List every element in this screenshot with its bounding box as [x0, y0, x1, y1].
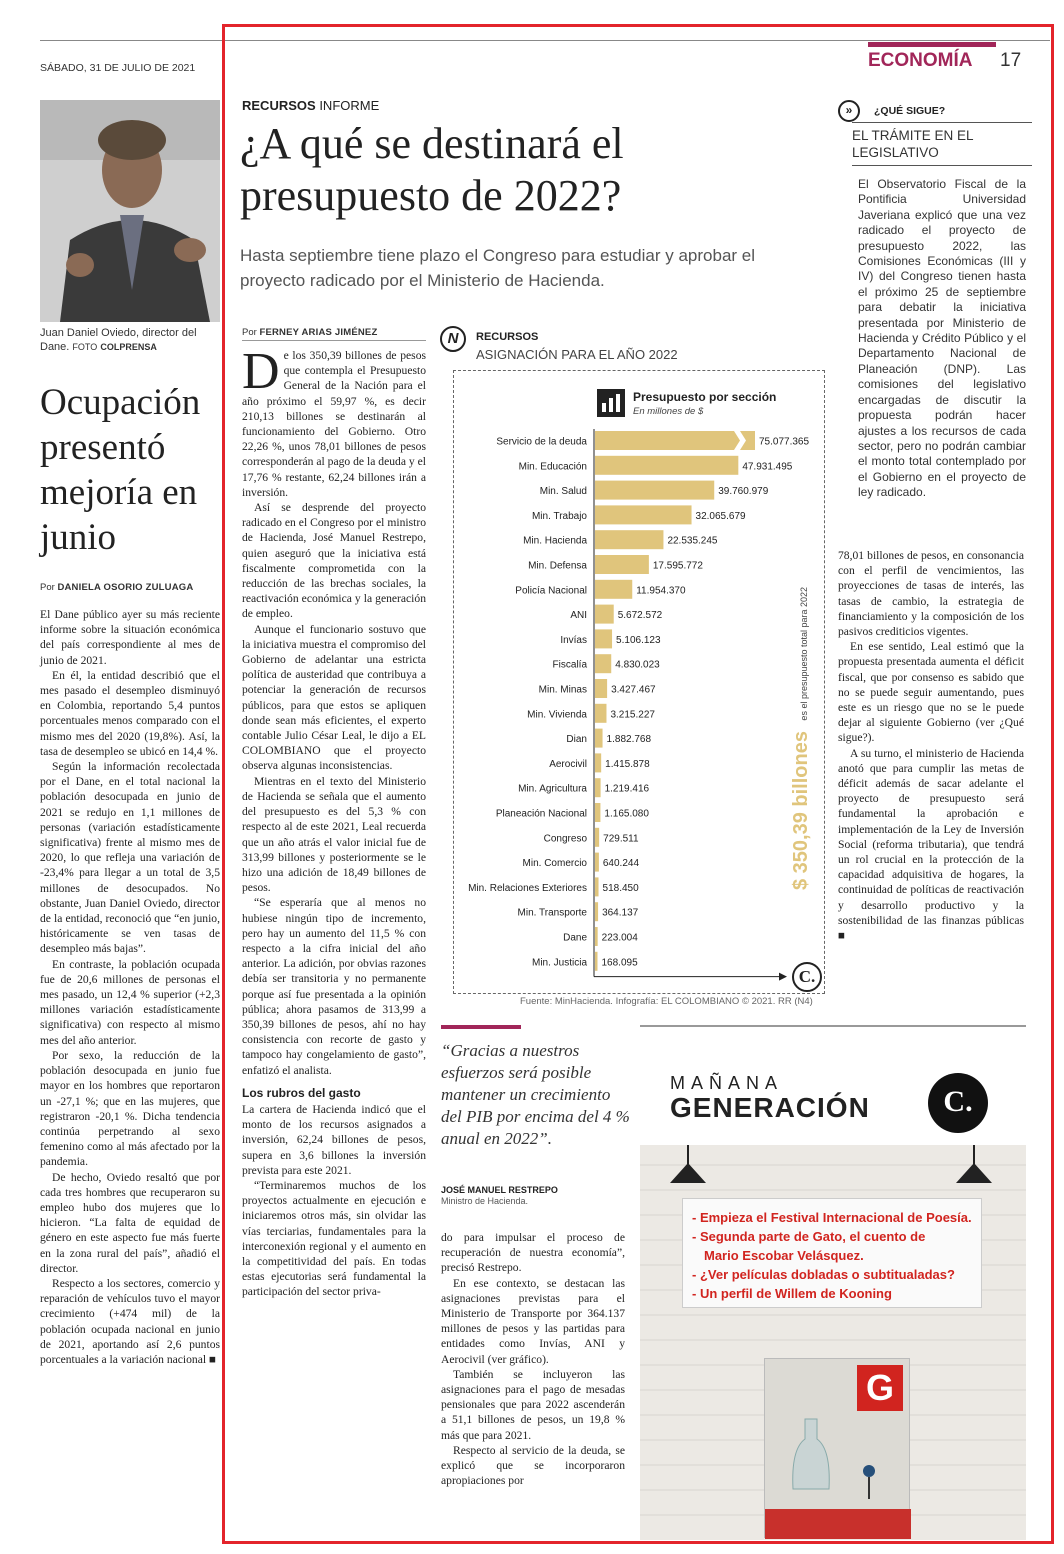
chart-category-label: Min. Agricultura: [518, 783, 587, 795]
caption-text: Juan Daniel Oviedo, director del Dane.: [40, 327, 197, 353]
chart-category-label: Min. Justicia: [531, 957, 587, 969]
chart-category-label: Policía Nacional: [515, 585, 587, 597]
main-article-title: ¿A qué se destinará el presupuesto de 2022?: [240, 119, 624, 220]
paragraph: En contraste, la población ocupada fue de 20,6 millones de personas el mes pasado, un 12,4 % superior (+2,3 millones variación estadísticamente significativa) con respecto al mismo mes del año anterior.: [40, 957, 220, 1047]
kicker-light: INFORME: [319, 98, 380, 113]
paragraph: Por sexo, la reducción de la población desocupada en junio fue mayor en los hombres que reportaron un -27,1 %; que en las mujeres, que registraron -20,1 %. Dicha tendencia continúa perpetrando al sexo femenino como al más afectado por la pandemia.: [40, 1048, 220, 1169]
chart-category-label: Congreso: [543, 833, 587, 845]
chart-category-label: ANI: [570, 610, 587, 622]
chart-category-label: Min. Educación: [518, 461, 587, 473]
chart-value-label: 1.882.768: [606, 734, 652, 746]
ad-headline: - ¿Ver películas dobladas o subtitualadas?: [692, 1267, 955, 1282]
paragraph: A su turno, el ministerio de Hacienda anotó que para cumplir las metas de déficit además de sacar adelante el proyecto de presupuesto será fundamental la aprobación e implementación de la Ley de Inversión Social (reforma tributaria), que tendrá un rol crucial en la protección de la capacidad adquisitiva de hogares, la continuidad de políticas de reactivación y desarrollo productivo y la sostenibilidad de las finanzas públicas ■: [838, 746, 1024, 943]
total-small: es el presupuesto total para 2022: [799, 586, 809, 721]
infographic-kicker: RECURSOS: [476, 331, 539, 343]
chart-value-label: 22.535.245: [667, 535, 718, 547]
chart-category-label: Min. Trabajo: [531, 510, 587, 522]
paragraph: En ese sentido, Leal estimó que la propuesta presentada aumenta el déficit fiscal, que por consenso es sabido que no se puede seguir aumentando, pues este es un riesgo que no se le puede dejar al siguiente Gobierno (ver ¿Qué sigue?).: [838, 640, 1024, 745]
byline-author: FERNEY ARIAS JIMÉNEZ: [259, 327, 378, 338]
paragraph: do para impulsar el proceso de recuperación de nuestra economía”, precisó Restrepo.: [441, 1231, 625, 1275]
el-colombiano-logo: C.: [792, 962, 822, 992]
chart-category-label: Aerocivil: [549, 758, 587, 770]
kicker-bold: RECURSOS: [242, 98, 316, 113]
paragraph: El Dane público ayer su más reciente informe sobre la situación económica del país correspondiente al mes de junio de 2021.: [40, 608, 220, 667]
paragraph: También se incluyeron las asignaciones para el pago de mesadas pensionales que para 2022 ascenderán a 51,1 billones de pesos, un 19,8 % más que para 2021.: [441, 1367, 625, 1442]
chart-category-label: Fiscalía: [552, 659, 587, 671]
photo-caption: [40, 326, 220, 354]
chart-value-label: 1.219.416: [604, 783, 650, 795]
chart-value-label: 223.004: [601, 932, 638, 944]
caption-credit: COLPRENSA: [100, 342, 157, 352]
dropcap: D: [242, 343, 280, 400]
chart-category-label: Min. Relaciones Exteriores: [468, 882, 587, 894]
chart-title: Presupuesto por sección: [633, 390, 777, 404]
highlight-frame: [222, 24, 1054, 1544]
ad-headline: - Segunda parte de Gato, el cuento de: [692, 1229, 926, 1244]
total-big: $ 350,39 billones: [790, 731, 812, 890]
chart-category-label: Min. Transporte: [517, 907, 587, 919]
infographic-header: ASIGNACIÓN PARA EL AÑO 2022: [476, 347, 678, 362]
quote-role: Ministro de Hacienda.: [441, 1196, 529, 1206]
section-name: ECONOMÍA: [868, 50, 973, 71]
chart-category-label: Min. Defensa: [528, 560, 587, 572]
byline-prefix: Por: [242, 327, 257, 338]
chart-value-label: 32.065.679: [695, 510, 746, 522]
caption-credit-prefix: FOTO: [72, 342, 98, 352]
byline-prefix: Por: [40, 582, 55, 593]
page-date: SÁBADO, 31 DE JULIO DE 2021: [40, 62, 196, 74]
paragraph: 78,01 billones de pesos, en consonancia con el perfil de vencimientos, las proyecciones de tasas de interés, las tasas de cambio, la estrategia de financiamiento y la composición de los pasivos crediticios vigentes.: [838, 549, 1024, 639]
chart-category-label: Servicio de la deuda: [496, 436, 587, 448]
pull-quote: “Gracias a nuestros esfuerzos será posible mantener un crecimiento del PIB por encima del 4 % anual en 2022”.: [441, 1041, 630, 1148]
paragraph: En ese contexto, se destacan las asignaciones previstas para el Ministerio de Transporte por 364.137 millones de pesos y las partidas para entidades como Invías, ANI y Aerocivil (ver gráfico).: [441, 1276, 625, 1366]
chart-value-label: 3.427.467: [611, 684, 656, 696]
chart-value-label: 168.095: [601, 957, 638, 969]
sidebar-title: EL TRÁMITE EN EL LEGISLATIVO: [852, 128, 974, 160]
ad-headline: - Empieza el Festival Internacional de Poesía.: [692, 1210, 972, 1225]
chart-value-label: 5.672.572: [617, 610, 663, 622]
main-article-subtitle: Hasta septiembre tiene plazo el Congreso para estudiar y aprobar el proyecto radicado por el Ministerio de Hacienda.: [240, 246, 756, 290]
paragraph: Así se desprende del proyecto radicado en el Congreso por el ministro de Hacienda, José Manuel Restrepo, quien aseguró que la iniciativa está fiscalmente comprometida con la reducción de las brechas sociales, la reactivación económica y la generación de empleo.: [242, 501, 426, 621]
ad-brand-main: GENERACIÓN: [670, 1092, 870, 1123]
chart-category-label: Dian: [566, 734, 587, 746]
chart-value-label: 39.760.979: [718, 486, 769, 498]
left-article-title: Ocupación presentó mejoría en junio: [40, 382, 201, 558]
chart-category-label: Min. Hacienda: [523, 535, 587, 547]
page-number: 17: [1000, 50, 1022, 71]
chart-category-label: Min. Minas: [538, 684, 587, 696]
paragraph: La cartera de Hacienda indicó que el monto de los recursos asignados a inversión, 62,24 billones de pesos, supera en 3,6 billones la inversión prevista para este 2021.: [242, 1102, 426, 1177]
paragraph: Según la información recolectada por el Dane, en el total nacional la población desocupada en junio de 2021 se redujo en 1,1 millones de personas (variación estadísticamente significativa) frente al mismo mes de 2020, lo que refleja una variación de -23,4% para llegar a un total de 3,5 millones de desocupados. No obstante, Juan Daniel Oviedo, director de la entidad, reconoció que “en junio, históricamente se ven tasas de desempleo más bajas”.: [40, 760, 220, 956]
chart-value-label: 4.830.023: [615, 659, 660, 671]
quote-author: JOSÉ MANUEL RESTREPO: [441, 1185, 558, 1195]
chart-value-label: 3.215.227: [610, 709, 655, 721]
paragraph: De hecho, Oviedo resaltó que por cada tres hombres que recuperaron su empleo hubo dos mujeres que lo hicieron. “La falta de equidad de género en este aspecto fue más fuerte en la zona rural del país”, añadió el director.: [40, 1170, 220, 1275]
paragraph: Respecto al servicio de la deuda, se explicó que se incorporaron apropiaciones por: [441, 1443, 625, 1488]
chart-category-label: Dane: [563, 932, 587, 944]
chart-value-label: 17.595.772: [652, 560, 703, 572]
chart-category-label: Min. Vivienda: [527, 709, 587, 721]
ad-headline: - Un perfil de Willem de Kooning: [692, 1286, 892, 1301]
paragraph: Mientras en el texto del Ministerio de Hacienda se señala que el aumento del presupuesto es del 5,3 % con respecto al de este 2021, Leal recuerda que un año atrás el valor inicial fue de 313,99 billones y posteriormente se le hizo una adición de 18,49 billones de pesos.: [242, 774, 426, 895]
chart-value-label: 5.106.123: [616, 634, 661, 646]
paragraph: “Terminaremos muchos de los proyectos actualmente en ejecución e iniciaremos otros más, sin olvidar las vías terciarias, fundamentales para la interconexión regional y el aumento en la competitividad del país. En todas estas ejecutorias será fundamental la participación del sector priva-: [242, 1178, 426, 1299]
paragraph: Respecto a los sectores, comercio y reparación de vehículos tuvo el mayor crecimiento (+474 mil) de la población ocupada nacional en junio de 2021, aportando así 2,6 puntos porcentuales a la variación nacional ■: [40, 1276, 220, 1366]
chart-category-label: Min. Salud: [539, 486, 587, 498]
left-article-body: [40, 607, 220, 1537]
chart-value-label: 75.077.365: [759, 436, 810, 448]
chart-category-label: Planeación Nacional: [495, 808, 587, 820]
paragraph: “Se esperaría que al menos no hubiese ningún tipo de incremento, pero hay un aumento del 11,5 % con respecto a la cifra inicial del año anterior. La adición, por obvias razones debía ser transitoria y no permanente porque así fue presentada a la opinión pública; ahora pasamos de 313,99 a 350,39 billones de pesos, ahí no hay consistencia con recorte de gasto y tampoco hay congelamiento de gasto”, enfatizó el analista.: [242, 896, 426, 1077]
chart-value-label: 1.415.878: [605, 758, 650, 770]
chart-value-label: 11.954.370: [636, 585, 686, 597]
chart-value-label: 518.450: [602, 882, 639, 894]
subhead: Los rubros del gasto: [242, 1085, 361, 1100]
magazine-logo: G: [857, 1365, 903, 1411]
chart-value-label: 1.165.080: [604, 808, 649, 820]
ad-headline: Mario Escobar Velásquez.: [704, 1248, 864, 1263]
chart-value-label: 364.137: [602, 907, 639, 919]
paragraph: En él, la entidad describió que el mes pasado el desempleo disminuyó en Colombia, reportando 5,4 puntos porcentuales menos comparado con el mismo mes del 2020 (19,8%). Así, la tasa de desempleo se ubicó en 14,4 %.: [40, 668, 220, 758]
oviedo-photo: [40, 100, 220, 322]
chart-value-label: 640.244: [602, 858, 640, 870]
sidebar-label: ¿QUÉ SIGUE?: [874, 105, 946, 117]
byline-author: DANIELA OSORIO ZULUAGA: [57, 582, 194, 593]
chart-category-label: Min. Comercio: [522, 858, 587, 870]
ad-logo: C.: [928, 1073, 988, 1133]
paragraph: Aunque el funcionario sostuvo que la iniciativa muestra el compromiso del Gobierno de adelantar una estricta política de austeridad que contribuya a potenciar la generación de recursos públicos, para que estos se apliquen donde sean más eficientes, el experto contable Julio César Leal, le dijo a EL COLOMBIANO que el proyecto observa algunas inconsistencias.: [242, 622, 426, 773]
chart-value-label: 47.931.495: [742, 461, 793, 473]
ad-brand-top: MAÑANA: [670, 1073, 784, 1093]
chart-value-label: 729.511: [603, 833, 639, 845]
left-byline: [40, 582, 193, 593]
infographic-source: Fuente: MinHacienda. Infografía: EL COLOMBIANO © 2021. RR (N4): [520, 996, 813, 1007]
sidebar-text: El Observatorio Fiscal de la Pontificia Universidad Javeriana explicó que una vez radicado el proyecto de presupuesto 2022, las Comisiones Económicas (III y IV) del Congreso tienen hasta el próximo 25 de septiembre para debatir la iniciativa presentada por Ministerio de Hacienda y Crédito Público y el Departamento Nacional de Planeación (DNP). Las comisiones del legislativo encargadas de discutir la propuesta podrán hacer ajustes a los recursos de cada sector, pero no podrán cambiar el monto total contemplado por el Gobierno en el proyecto de ley radicado.: [858, 177, 1026, 500]
recursos-icon: N: [440, 326, 466, 352]
chart-subtitle: En millones de $: [633, 406, 704, 417]
chevrons-right-icon: »: [838, 100, 860, 122]
chart-category-label: Invías: [560, 634, 587, 646]
paragraph-text: e los 350,39 billones de pesos que contempla el Presupuesto General de la Nación para el año próximo el 59,97 %, es decir 210,13 billones se destinarán al funcionamiento del Gobierno. Otro 22,26 %, unos 78,01 billones de pesos corresponderán al pago de la deuda y el 17,76 % restante, 62,24 billones irán a inversión.: [242, 349, 426, 499]
